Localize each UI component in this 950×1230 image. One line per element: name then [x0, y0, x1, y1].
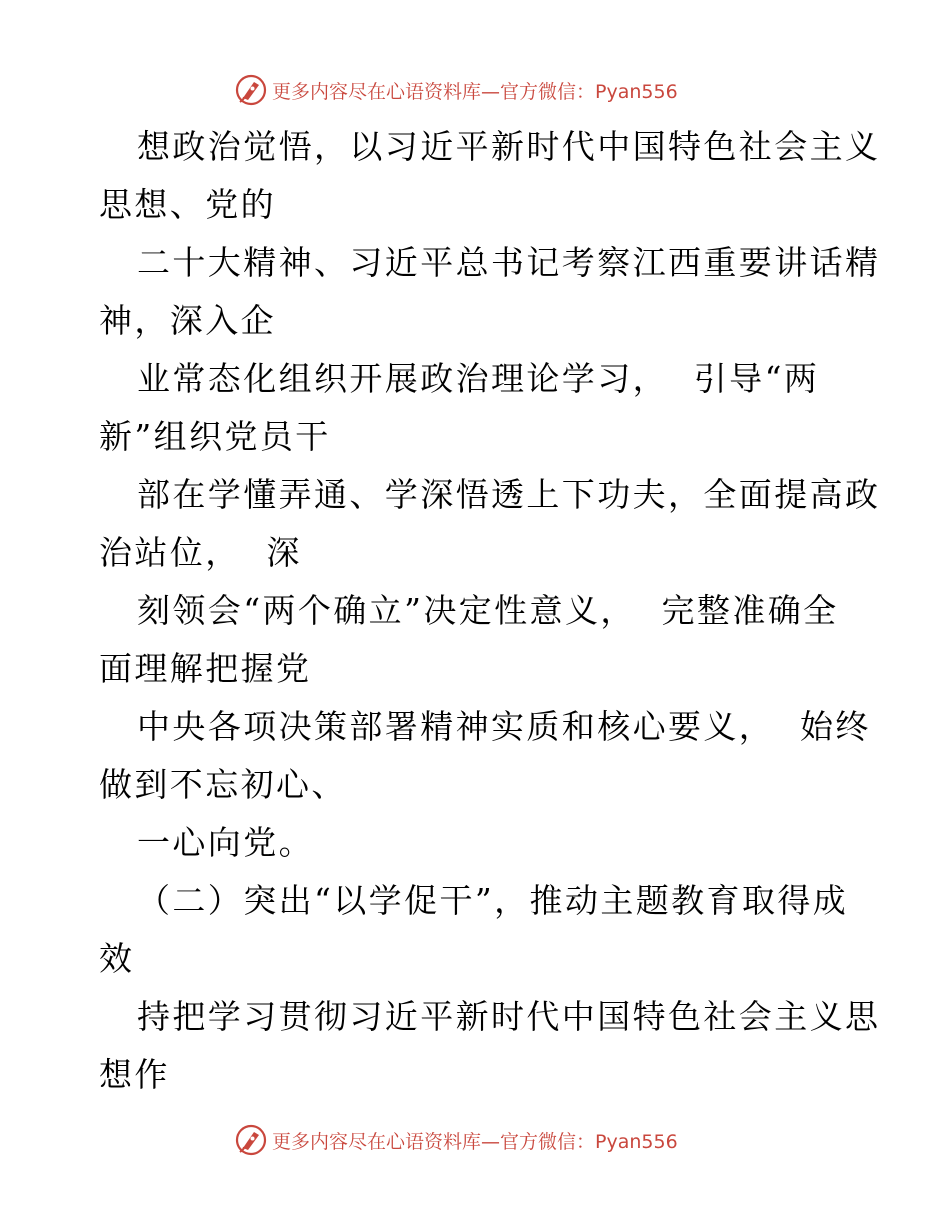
body-line: 思想、党的: [99, 185, 276, 224]
body-line: 新”组织党员干: [99, 417, 331, 456]
pen-nib-logo-icon: [234, 1123, 268, 1157]
body-line: 持把学习贯彻习近平新时代中国特色社会主义思: [137, 997, 881, 1036]
body-line: 业常态化组织开展政治理论学习， 引导“两: [137, 359, 820, 398]
body-line: 二十大精神、习近平总书记考察江西重要讲话精: [137, 243, 881, 282]
body-line: 神，深入企: [99, 301, 276, 340]
body-line: 想政治觉悟，以习近平新时代中国特色社会主义: [137, 127, 881, 166]
body-line: 刻领会“两个确立”决定性意义， 完整准确全: [137, 591, 839, 630]
footer-banner-content: [234, 1120, 678, 1160]
footer-banner: [0, 1120, 950, 1160]
body-line: 一心向党。: [137, 823, 314, 862]
body-line: 部在学懂弄通、学深悟透上下功夫，全面提高政: [137, 475, 881, 514]
body-line: 想作: [99, 1055, 170, 1094]
body-line: 效: [99, 939, 135, 978]
footer-banner-text: 更多内容尽在心语资料库—官方微信：Pyan556: [272, 1130, 678, 1153]
body-line: 治站位， 深: [99, 533, 302, 572]
body-line: 中央各项决策部署精神实质和核心要义， 始终: [137, 707, 871, 746]
section-heading: （二）突出“以学促干”，推动主题教育取得成: [137, 881, 849, 920]
body-line: 做到不忘初心、: [99, 765, 347, 804]
body-line: 面理解把握党: [99, 649, 312, 688]
header-banner-text: 更多内容尽在心语资料库—官方微信：Pyan556: [272, 80, 678, 103]
